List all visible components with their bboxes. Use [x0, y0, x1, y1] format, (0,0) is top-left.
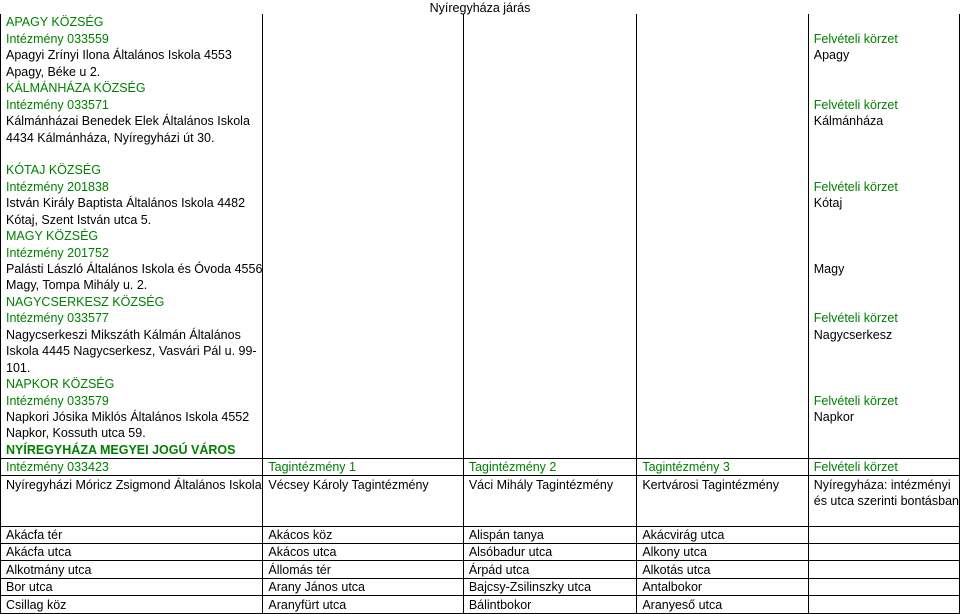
- member-header-3: Tagintézmény 3: [637, 458, 808, 475]
- member-name-1: Vécsey Károly Tagintézmény: [263, 476, 463, 493]
- school-name-kotaj: István Király Baptista Általános Iskola 4482: [1, 195, 263, 211]
- section-title-apagy: APAGY KÖZSÉG: [1, 14, 263, 30]
- district-label-kotaj: Felvételi körzet: [808, 178, 959, 194]
- member-header-1: Tagintézmény 1: [263, 458, 463, 475]
- district-kalmanhaza: Kálmánháza: [808, 113, 959, 129]
- section-title-kalmanhaza: KÁLMÁNHÁZA KÖZSÉG: [1, 80, 263, 96]
- street-cell: Bajcsy-Zsilinszky utca: [463, 578, 637, 595]
- street-cell: Bor utca: [1, 578, 263, 595]
- district-label-kalmanhaza: Felvételi körzet: [808, 96, 959, 112]
- school-address-magy: Magy, Tompa Mihály u. 2.: [1, 277, 263, 293]
- school-address-napkor: Napkor, Kossuth utca 59.: [1, 425, 263, 441]
- school-address-apagy: Apagy, Béke u 2.: [1, 63, 263, 79]
- institution-code-apagy: Intézmény 033559: [1, 30, 263, 46]
- district-label-nagycserkesz: Felvételi körzet: [808, 310, 959, 326]
- district-label-napkor: Felvételi körzet: [808, 392, 959, 408]
- institution-code-nagycserkesz: Intézmény 033577: [1, 310, 263, 326]
- institution-code-napkor: Intézmény 033579: [1, 392, 263, 408]
- institution-code-nyiregyhaza: Intézmény 033423: [1, 458, 263, 475]
- member-name-3: Kertvárosi Tagintézmény: [637, 476, 808, 493]
- institution-code-kalmanhaza: Intézmény 033571: [1, 96, 263, 112]
- district-apagy: Apagy: [808, 47, 959, 63]
- street-cell: Akácfa tér: [1, 526, 263, 543]
- street-cell: Aranyeső utca: [637, 596, 808, 613]
- street-cell: Arany János utca: [263, 578, 463, 595]
- district-nagycserkesz: Nagycserkesz: [808, 326, 959, 342]
- member-name-2: Váci Mihály Tagintézmény: [463, 476, 637, 493]
- section-title-nyiregyhaza: NYÍREGYHÁZA MEGYEI JOGÚ VÁROS: [1, 441, 263, 458]
- street-cell: Árpád utca: [463, 561, 637, 578]
- district-napkor: Napkor: [808, 409, 959, 425]
- school-name-apagy: Apagyi Zrínyi Ilona Általános Iskola 4553: [1, 47, 263, 63]
- street-cell: Akácfa utca: [1, 544, 263, 561]
- page-title: Nyíregyháza járás: [429, 1, 531, 15]
- section-title-kotaj: KÓTAJ KÖZSÉG: [1, 162, 263, 178]
- street-cell: Alsóbadur utca: [463, 544, 637, 561]
- street-cell: Akácos utca: [263, 544, 463, 561]
- street-cell: Alkotmány utca: [1, 561, 263, 578]
- member-header-2: Tagintézmény 2: [463, 458, 637, 475]
- street-cell: Akácvirág utca: [637, 526, 808, 543]
- institution-code-magy: Intézmény 201752: [1, 244, 263, 260]
- school-name-napkor: Napkori Jósika Miklós Általános Iskola 4552: [1, 409, 263, 425]
- street-cell: Alkotás utca: [637, 561, 808, 578]
- school-name-nagycserkesz: Nagycserkeszi Mikszáth Kálmán Általános: [1, 326, 263, 342]
- district-kotaj: Kótaj: [808, 195, 959, 211]
- school-address-kotaj: Kótaj, Szent István utca 5.: [1, 211, 263, 227]
- school-name-magy: Palásti László Általános Iskola és Óvoda 4556: [1, 261, 263, 277]
- street-cell: Akácos köz: [263, 526, 463, 543]
- institution-code-kotaj: Intézmény 201838: [1, 178, 263, 194]
- street-cell: Állomás tér: [263, 561, 463, 578]
- section-title-nagycserkesz: NAGYCSERKESZ KÖZSÉG: [1, 293, 263, 309]
- section-title-napkor: NAPKOR KÖZSÉG: [1, 376, 263, 392]
- school-address-nagycserkesz: Iskola 4445 Nagycserkesz, Vasvári Pál u. 99-: [1, 343, 263, 359]
- district-note-nyiregyhaza-cont: és utca szerinti bontásban: [808, 493, 959, 509]
- street-cell: Alkony utca: [637, 544, 808, 561]
- district-note-nyiregyhaza: Nyíregyháza: intézményi: [808, 476, 959, 493]
- school-address-kalmanhaza: 4434 Kálmánháza, Nyíregyházi út 30.: [1, 129, 263, 145]
- school-name-nyiregyhaza: Nyíregyházi Móricz Zsigmond Általános Iskola: [1, 476, 263, 493]
- district-label-nyiregyhaza: Felvételi körzet: [808, 458, 959, 475]
- school-district-table: [0, 14, 960, 614]
- street-cell: Csillag köz: [1, 596, 263, 613]
- school-name-kalmanhaza: Kálmánházai Benedek Elek Általános Iskola: [1, 113, 263, 129]
- school-address-nagycserkesz-cont: 101.: [1, 359, 263, 375]
- district-label-apagy: Felvételi körzet: [808, 30, 959, 46]
- street-cell: Aranyfürt utca: [263, 596, 463, 613]
- street-cell: Alispán tanya: [463, 526, 637, 543]
- street-cell: Bálintbokor: [463, 596, 637, 613]
- street-cell: Antalbokor: [637, 578, 808, 595]
- district-magy: Magy: [808, 261, 959, 277]
- section-title-magy: MAGY KÖZSÉG: [1, 228, 263, 244]
